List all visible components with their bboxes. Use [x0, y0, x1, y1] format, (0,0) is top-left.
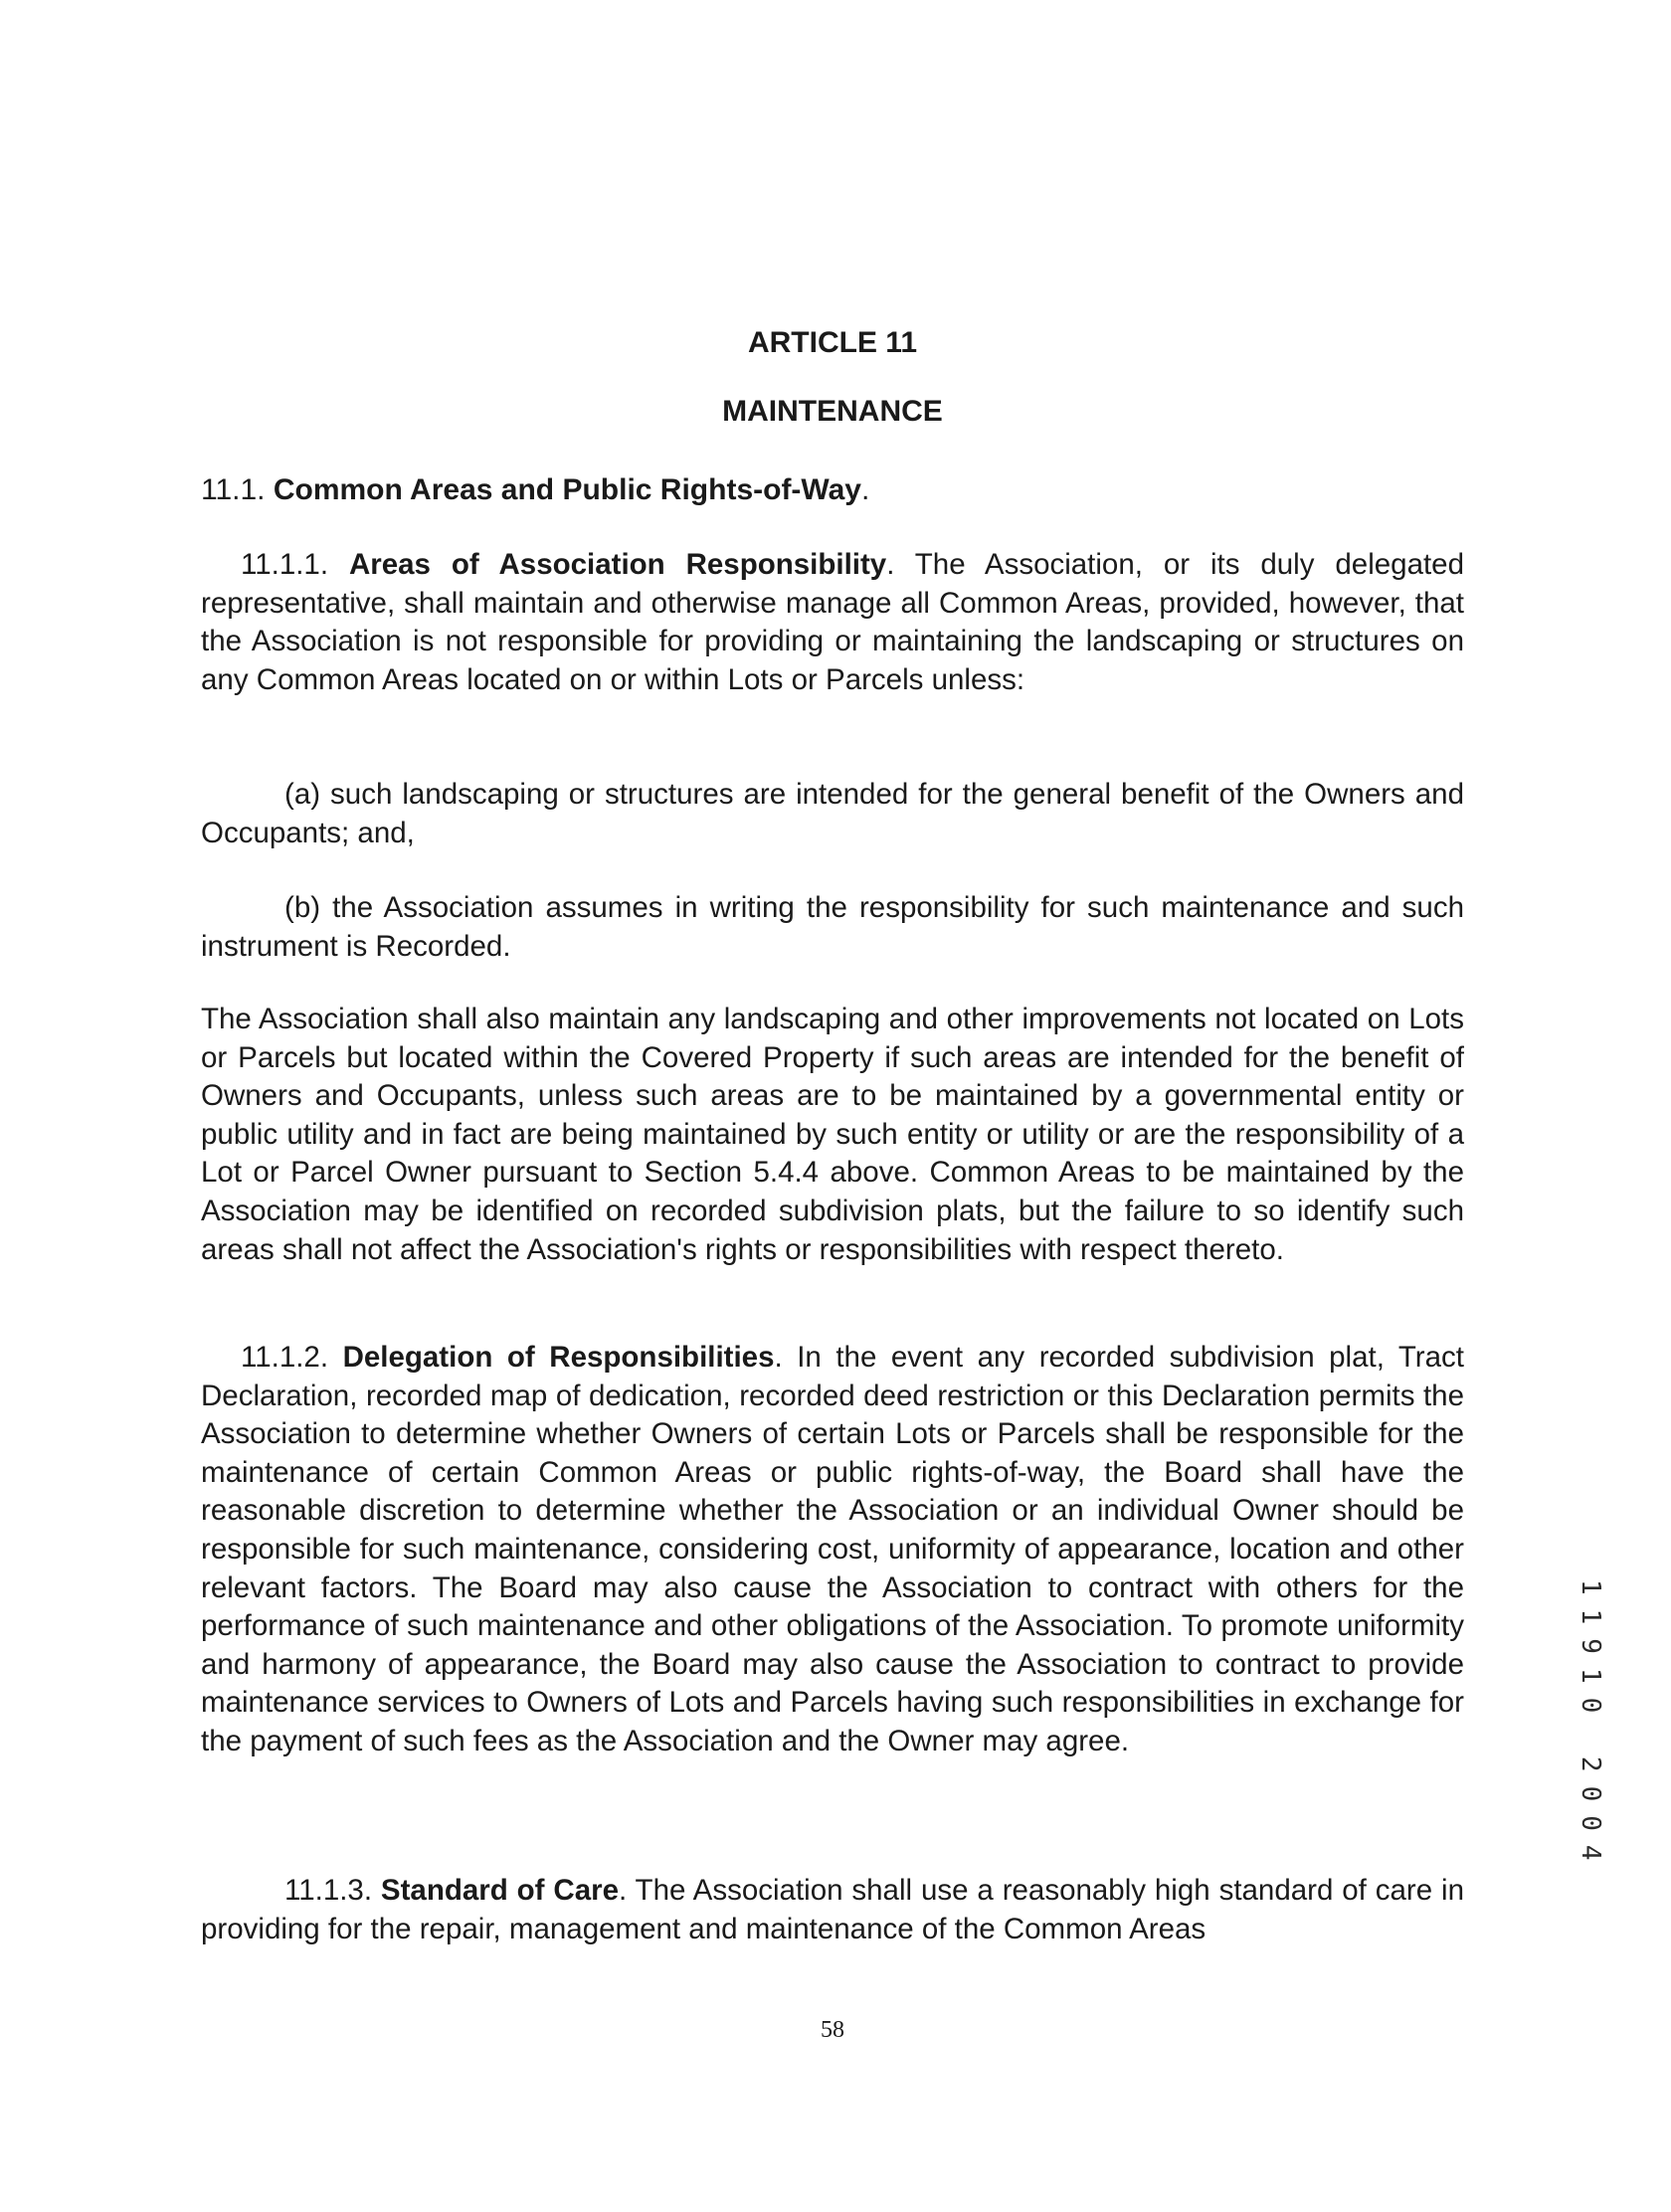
paragraph-title: Areas of Association Responsibility [348, 548, 887, 581]
paragraph-number: 11.1.2. [241, 1341, 343, 1374]
section-number: 11.1. [201, 473, 274, 506]
paragraph-11-1-2 [201, 1339, 1464, 1761]
list-item-a: (a) such landscaping or structures are intended for the general benefit of the Owners and Occupants; and, [201, 778, 1464, 849]
paragraph-title: Delegation of Responsibilities [342, 1341, 775, 1374]
recording-number: 11910 2004 [1576, 1579, 1605, 1875]
section-title: Common Areas and Public Rights-of-Way [273, 473, 861, 506]
page-number: 58 [821, 2017, 844, 2043]
section-title-end: . [861, 473, 870, 506]
paragraph-number: 11.1.3. [284, 1874, 381, 1907]
article-title: ARTICLE 11 [747, 326, 918, 359]
article-subtitle: MAINTENANCE [722, 395, 943, 428]
paragraph-common-areas: The Association shall also maintain any landscaping and other improvements not located on Lots or Parcels but located within the Covered Property if such areas are intended for the benefit of Owners and Occupants, unless such areas are to be maintained by a governmental entity or public utility and in fact are being maintained by such entity or utility or are the responsibility of a Lot or Parcel Owner pursuant to Section 5.4.4 above. Common Areas to be maintained by the Association may be identified on recorded subdivision plats, but the failure to so identify such areas shall not affect the Association's rights or responsibilities with respect thereto. [201, 1003, 1464, 1266]
paragraph-11-1-3 [201, 1872, 1464, 1948]
section-heading-11-1 [201, 471, 1464, 510]
paragraph-11-1-1 [201, 546, 1464, 699]
paragraph-text: . In the event any recorded subdivision plat, Tract Declaration, recorded map of dedication, recorded deed restriction or this Declaration permits the Association to determine whether Owners of certain Lots or Parcels shall be responsible for the maintenance of certain Common Areas or public rights-of-way, the Board shall have the reasonable discretion to determine whether the Association or an individual Owner should be responsible for such maintenance, considering cost, uniformity of appearance, location and other relevant factors. The Board may also cause the Association to contract with others for the performance of such maintenance and other obligations of the Association. To promote uniformity and harmony of appearance, the Board may also cause the Association to contract to provide maintenance services to Owners of Lots and Parcels having such responsibilities in exchange for the payment of such fees as the Association and the Owner may agree. [201, 1341, 1464, 1757]
paragraph-number: 11.1.1. [241, 548, 349, 581]
paragraph-text: . The Association, or its duly delegated representative, shall maintain and otherwise manage all Common Areas, provided, however, that the Association is not responsible for providing or maintaining the landscaping or structures on any Common Areas located on or within Lots or Parcels unless: [201, 548, 1464, 696]
paragraph-text: . The Association shall use a reasonably high standard of care in providing for the repair, management and maintenance of the Common Areas [201, 1874, 1464, 1945]
document-page [201, 0, 1464, 2212]
list-item-b: (b) the Association assumes in writing the responsibility for such maintenance and such instrument is Recorded. [201, 891, 1464, 963]
paragraph-title: Standard of Care [380, 1874, 619, 1907]
recording-stamp [1576, 1579, 1605, 1898]
